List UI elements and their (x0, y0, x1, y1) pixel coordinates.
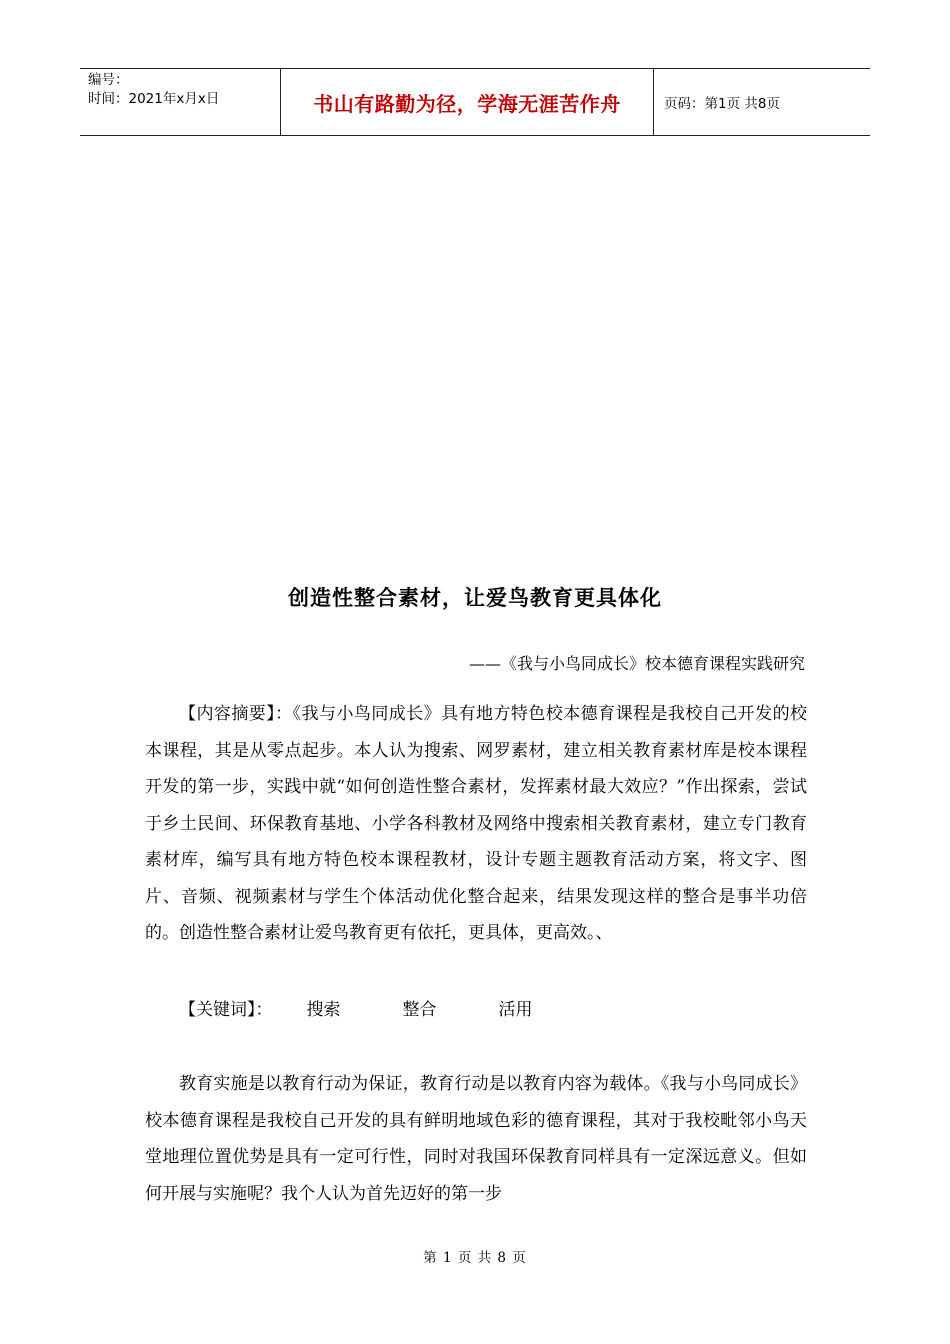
body-section (145, 1066, 807, 1212)
number-label: 编号： (88, 72, 129, 88)
body-paragraph: 教育实施是以教育行动为保证，教育行动是以教育内容为载体。《我与小鸟同成长》校本德育课程是我校自己开发的具有鲜明地域色彩的德育课程，其对于我校毗邻小鸟天堂地理位置优势是具有一定可行性，同时对我国环保教育同样具有一定深远意义。但如何开展与实施呢？我个人认为首先迈好的第一步 (145, 1074, 807, 1204)
time-label: 时间：2021年x月x日 (88, 91, 220, 107)
header-motto-cell (281, 69, 654, 135)
page-info: 页码：第1页 共8页 (664, 96, 780, 112)
keyword-item: 整合 (402, 1000, 437, 1020)
keywords-label: 【关键词】： (179, 1000, 273, 1020)
keywords-section (145, 992, 807, 1029)
document-title: 创造性整合素材，让爱鸟教育更具体化 (288, 586, 662, 610)
abstract-label: 【内容摘要】： (179, 704, 293, 724)
abstract-section (145, 696, 807, 952)
abstract-paragraph (145, 696, 807, 952)
abstract-text: 《我与小鸟同成长》具有地方特色校本德育课程是我校自己开发的校本课程，其是从零点起步。本人认为搜索、网罗素材，建立相关教育素材库是校本课程开发的第一步，实践中就“如何创造性整合素材，发挥素材最大效应？”作出探索，尝试于乡土民间、环保教育基地、小学各科教材及网络中搜索相关教育素材，建立专门教育素材库，编写具有地方特色校本课程教材，设计专题主题教育活动方案，将文字、图片、音频、视频素材与学生个体活动优化整合起来，结果发现这样的整合是事半功倍的。创造性整合素材让爱鸟教育更有依托，更具体，更高效。、 (145, 704, 808, 943)
keyword-item: 活用 (498, 1000, 533, 1020)
keywords-paragraph (145, 992, 807, 1029)
header-page-cell (654, 69, 870, 135)
document-subtitle: ——《我与小鸟同成长》校本德育课程实践研究 (468, 654, 805, 673)
document-header (80, 68, 870, 136)
keyword-item: 搜索 (306, 1000, 341, 1020)
page-footer: 第 1 页 共 8 页 (423, 1250, 527, 1266)
motto-text: 书山有路勤为径，学海无涯苦作舟 (313, 91, 621, 116)
header-meta-cell (80, 69, 281, 135)
